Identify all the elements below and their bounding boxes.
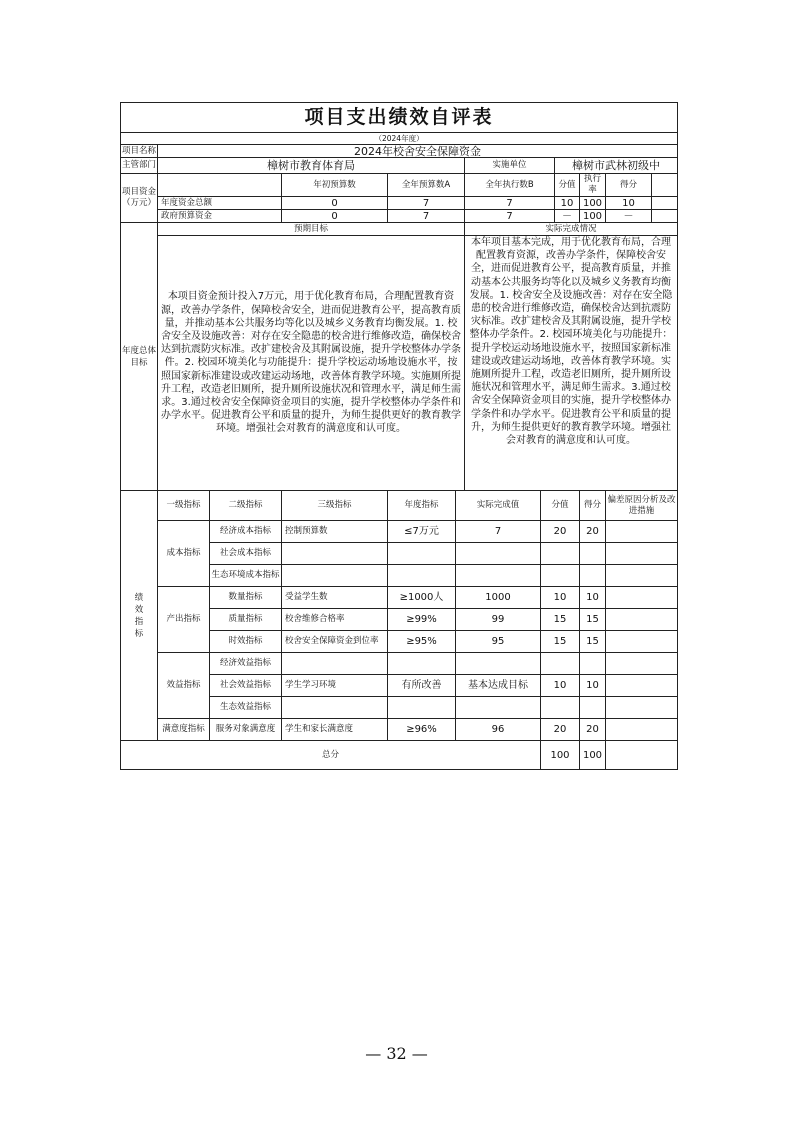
level1-cost: 成本指标 [158,521,210,587]
row-score [541,543,580,565]
row-level2: 生态效益指标 [210,697,282,719]
row-actual: 1000 [456,587,541,609]
col-exec: 全年执行数B [465,174,555,197]
impl-label: 实施单位 [465,158,555,174]
row-level3 [282,697,388,719]
funds-row-full: 7 [388,210,465,223]
row-score: 15 [541,631,580,653]
row-note [606,565,678,587]
row-target: ≥99% [388,609,456,631]
funds-row-name: 年度资金总额 [158,197,282,210]
row-target [388,565,456,587]
row-note [606,609,678,631]
row-actual: 96 [456,719,541,741]
funds-row-score: 10 [555,197,580,210]
indicators-label: 绩效指标 [121,491,158,741]
total-score: 100 [541,741,580,770]
col-score: 分值 [555,174,580,197]
funds-row-got: － [606,210,652,223]
row-got: 10 [580,587,606,609]
col-full-budget: 全年预算数A [388,174,465,197]
row-level2: 社会成本指标 [210,543,282,565]
row-level2: 数量指标 [210,587,282,609]
impl-name: 樟树市武林初级中 [555,158,678,174]
row-note [606,719,678,741]
col-rate: 执行率 [580,174,606,197]
evaluation-table [120,102,678,770]
funds-row-initial: 0 [282,210,388,223]
row-score [541,565,580,587]
row-level3: 校舍维修合格率 [282,609,388,631]
row-actual [456,653,541,675]
row-target: ≥1000人 [388,587,456,609]
col-got: 得分 [606,174,652,197]
col-deviation: 偏差原因分析及改进措施 [606,491,678,521]
level1-satisfaction: 满意度指标 [158,719,210,741]
row-note [606,675,678,697]
self-evaluation-form [120,102,677,770]
row-note [606,521,678,543]
row-level3: 控制预算数 [282,521,388,543]
row-got [580,697,606,719]
funds-row-score: － [555,210,580,223]
funds-row-exec: 7 [465,197,555,210]
row-level3: 学生和家长满意度 [282,719,388,741]
row-level3: 校舍安全保障资金到位率 [282,631,388,653]
row-note [606,631,678,653]
row-score: 15 [541,609,580,631]
row-actual: 7 [456,521,541,543]
row-got [580,565,606,587]
row-level2: 时效指标 [210,631,282,653]
row-got [580,653,606,675]
row-actual: 基本达成目标 [456,675,541,697]
row-level2: 服务对象满意度 [210,719,282,741]
col-initial-budget: 年初预算数 [282,174,388,197]
row-score: 20 [541,719,580,741]
row-score: 20 [541,521,580,543]
col-actual-value: 实际完成值 [456,491,541,521]
funds-row-full: 7 [388,197,465,210]
row-got: 15 [580,631,606,653]
total-got: 100 [580,741,606,770]
row-target: ≥95% [388,631,456,653]
row-target [388,543,456,565]
row-note [606,587,678,609]
row-got: 20 [580,521,606,543]
col-got: 得分 [580,491,606,521]
row-actual [456,543,541,565]
row-level2: 经济成本指标 [210,521,282,543]
row-actual [456,565,541,587]
row-target [388,697,456,719]
funds-row-name: 政府预算资金 [158,210,282,223]
page-number: — 32 — [365,1044,428,1063]
row-level2: 经济效益指标 [210,653,282,675]
row-level3 [282,565,388,587]
row-level3 [282,543,388,565]
form-year: （2024年度） [121,133,678,145]
row-score [541,697,580,719]
row-got: 10 [580,675,606,697]
goals-label: 年度总体目标 [121,223,158,491]
project-name: 2024年校舍安全保障资金 [158,145,678,158]
funds-row-exec: 7 [465,210,555,223]
actual-goal-header: 实际完成情况 [465,223,678,236]
row-got [580,543,606,565]
row-actual [456,697,541,719]
level1-output: 产出指标 [158,587,210,653]
row-target: 有所改善 [388,675,456,697]
form-title: 项目支出绩效自评表 [121,103,678,133]
row-level3: 学生学习环境 [282,675,388,697]
total-label: 总分 [121,741,541,770]
col-level1: 一级指标 [158,491,210,521]
funds-row-initial: 0 [282,197,388,210]
row-level3 [282,653,388,675]
row-target [388,653,456,675]
expected-goal-text: 本项目资金预计投入7万元，用于优化教育布局，合理配置教育资源，改善办学条件，保障校舍安全，进而促进教育公平，提高教育质量，并推动基本公共服务均等化以及城乡义务教育均衡发展。1. 校舍安全及设施改善：对存在安全隐患的校舍进行维修改造，确保校舍达到抗震防灾标准。改扩建校舍及其附属设施，提升学校整体办学条件。2. 校园环境美化与功能提升：提升学校运动场地设施水平，按照国家新标准建设或改建运动场地，改善体育教学环境。实施厕所提升工程，改造老旧厕所，提升厕所设施状况和管理水平，满足师生需求。3.通过校舍安全保障资金项目的实施，提升学校整体办学条件和办学水平。促进教育公平和质量的提升，为师生提供更好的教育教学环境。增强社会对教育的满意度和认可度。 [158,236,465,491]
row-score: 10 [541,675,580,697]
row-score: 10 [541,587,580,609]
row-actual: 99 [456,609,541,631]
dept-name: 樟树市教育体育局 [158,158,465,174]
level1-benefit: 效益指标 [158,653,210,719]
row-level2: 质量指标 [210,609,282,631]
row-actual: 95 [456,631,541,653]
expected-goal-header: 预期目标 [158,223,465,236]
funds-row-rate: 100 [580,197,606,210]
actual-goal-text: 本年项目基本完成，用于优化教育布局，合理配置教育资源，改善办学条件，保障校舍安全，进而促进教育公平，提高教育质量，并推动基本公共服务均等化以及城乡义务教育均衡发展。1. 校舍安全及设施改善：对存在安全隐患的校舍进行维修改造，确保校舍达到抗震防灾标准。改扩建校舍及其附属设施，提升学校整体办学条件。2. 校园环境美化与功能提升：提升学校运动场地设施水平，按照国家新标准建设或改建运动场地，改善体育教学环境。实施厕所提升工程，改造老旧厕所，提升厕所设施状况和管理水平，满足师生需求。3.通过校舍安全保障资金项目的实施，提升学校整体办学条件和办学水平。促进教育公平和质量的提升，为师生提供更好的教育教学环境。增强社会对教育的满意度和认可度。 [465,236,678,491]
col-level2: 二级指标 [210,491,282,521]
row-got: 20 [580,719,606,741]
col-annual-target: 年度指标 [388,491,456,521]
row-score [541,653,580,675]
row-level2: 生态环境成本指标 [210,565,282,587]
row-note [606,543,678,565]
funds-row-rate: 100 [580,210,606,223]
funds-row-got: 10 [606,197,652,210]
row-target: ≤7万元 [388,521,456,543]
col-level3: 三级指标 [282,491,388,521]
dept-label: 主管部门 [121,158,158,174]
row-level2: 社会效益指标 [210,675,282,697]
row-level3: 受益学生数 [282,587,388,609]
row-got: 15 [580,609,606,631]
project-name-label: 项目名称 [122,145,157,156]
row-note [606,697,678,719]
funds-label: 项目资金（万元） [121,174,158,223]
row-target: ≥96% [388,719,456,741]
col-score: 分值 [541,491,580,521]
row-note [606,653,678,675]
